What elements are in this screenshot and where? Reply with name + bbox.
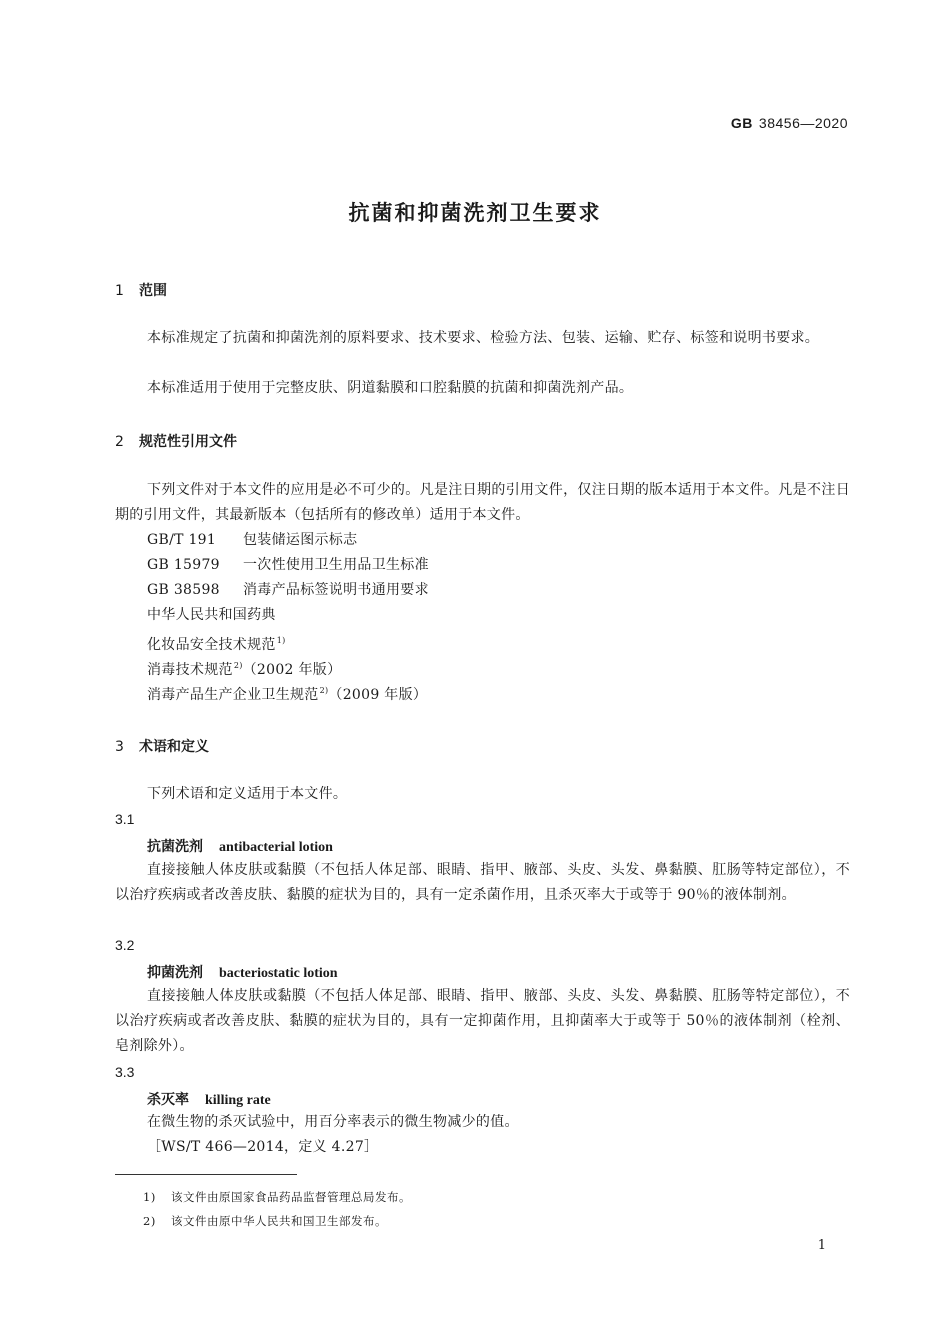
term-definition: 直接接触人体皮肤或黏膜（不包括人体足部、眼睛、指甲、腋部、头皮、头发、鼻黏膜、肛肠等特定部位），不以治疗疾病或者改善皮肤、黏膜的症状为目的，具有一定抑菌作用，且抑菌率大于或等于 50％的液体制剂（栓剂、皂剂除外）。 <box>115 988 850 1054</box>
reference-item <box>147 553 429 578</box>
footnote-divider <box>115 1174 297 1175</box>
term-definition: 直接接触人体皮肤或黏膜（不包括人体足部、眼睛、指甲、腋部、头皮、头发、鼻黏膜、肛肠等特定部位），不以治疗疾病或者改善皮肤、黏膜的症状为目的，具有一定杀菌作用，且杀灭率大于或等于 90％的液体制剂。 <box>115 862 850 903</box>
term-english: antibacterial lotion <box>219 840 333 855</box>
reference-item <box>147 603 276 628</box>
reference-code: GB 38598 <box>147 582 220 598</box>
section-number: 2 <box>115 434 124 450</box>
section-2-heading <box>115 431 237 451</box>
footnote-text: 该文件由原中华人民共和国卫生部发布。 <box>171 1214 387 1228</box>
reference-item <box>147 678 427 708</box>
term-english: killing rate <box>205 1093 271 1108</box>
footnote-mark: 1) <box>143 1190 156 1204</box>
reference-name: 中华人民共和国药典 <box>147 607 276 623</box>
term-entry <box>147 962 338 982</box>
section-title: 范围 <box>139 283 167 299</box>
section-3-intro: 下列术语和定义适用于本文件。 <box>147 786 348 802</box>
term-definition: 在微生物的杀灭试验中，用百分率表示的微生物减少的值。 <box>147 1114 519 1130</box>
term-english: bacteriostatic lotion <box>219 966 338 981</box>
reference-code: GB 15979 <box>147 557 220 573</box>
reference-edition: （2002 年版） <box>242 662 342 678</box>
section-title: 术语和定义 <box>139 739 209 755</box>
clause-number: 3.3 <box>115 1064 135 1080</box>
reference-item <box>147 528 357 553</box>
section-title: 规范性引用文件 <box>139 434 237 450</box>
reference-name: 一次性使用卫生用品卫生标准 <box>243 557 429 573</box>
reference-code: GB/T 191 <box>147 532 217 548</box>
footnote-marker: 1) <box>276 636 286 645</box>
term-chinese: 杀灭率 <box>147 1092 189 1108</box>
reference-name: 包装储运图示标志 <box>243 532 358 548</box>
reference-name: 消毒产品标签说明书通用要求 <box>243 582 429 598</box>
footnote <box>143 1213 387 1229</box>
document-title: 抗菌和抑菌洗剂卫生要求 <box>348 201 602 225</box>
section-1-heading <box>115 280 167 300</box>
standard-prefix: GB <box>730 115 753 131</box>
section-2-intro: 下列文件对于本文件的应用是必不可少的。凡是注日期的引用文件，仅注日期的版本适用于本文件。凡是不注日期的引用文件，其最新版本（包括所有的修改单）适用于本文件。 <box>115 482 850 523</box>
section-1-paragraph-1: 本标准规定了抗菌和抑菌洗剂的原料要求、技术要求、检验方法、包装、运输、贮存、标签和说明书要求。 <box>147 330 820 346</box>
footnote-text: 该文件由原国家食品药品监督管理总局发布。 <box>171 1190 411 1204</box>
reference-item <box>147 578 429 603</box>
footnote-marker: 2) <box>319 686 329 695</box>
reference-edition: （2009 年版） <box>328 687 428 703</box>
section-number: 3 <box>115 739 124 755</box>
reference-name: 消毒产品生产企业卫生规范 <box>147 687 319 703</box>
clause-number: 3.1 <box>115 811 135 827</box>
page-number: 1 <box>817 1238 826 1253</box>
term-chinese: 抑菌洗剂 <box>147 965 203 981</box>
footnote-mark: 2) <box>143 1214 156 1228</box>
section-1-paragraph-2: 本标准适用于使用于完整皮肤、阴道黏膜和口腔黏膜的抗菌和抑菌洗剂产品。 <box>147 380 634 396</box>
standard-code: 38456—2020 <box>758 115 848 131</box>
section-number: 1 <box>115 283 124 299</box>
footnote-marker: 2) <box>233 661 243 670</box>
term-source: ［WS/T 466—2014，定义 4.27］ <box>147 1139 379 1155</box>
term-entry <box>147 836 333 856</box>
reference-name: 化妆品安全技术规范 <box>147 637 276 653</box>
footnote <box>143 1189 411 1205</box>
term-chinese: 抗菌洗剂 <box>147 839 203 855</box>
clause-number: 3.2 <box>115 937 135 953</box>
reference-name: 消毒技术规范 <box>147 662 233 678</box>
standard-number <box>731 115 848 131</box>
term-entry <box>147 1089 271 1109</box>
section-3-heading <box>115 736 209 756</box>
